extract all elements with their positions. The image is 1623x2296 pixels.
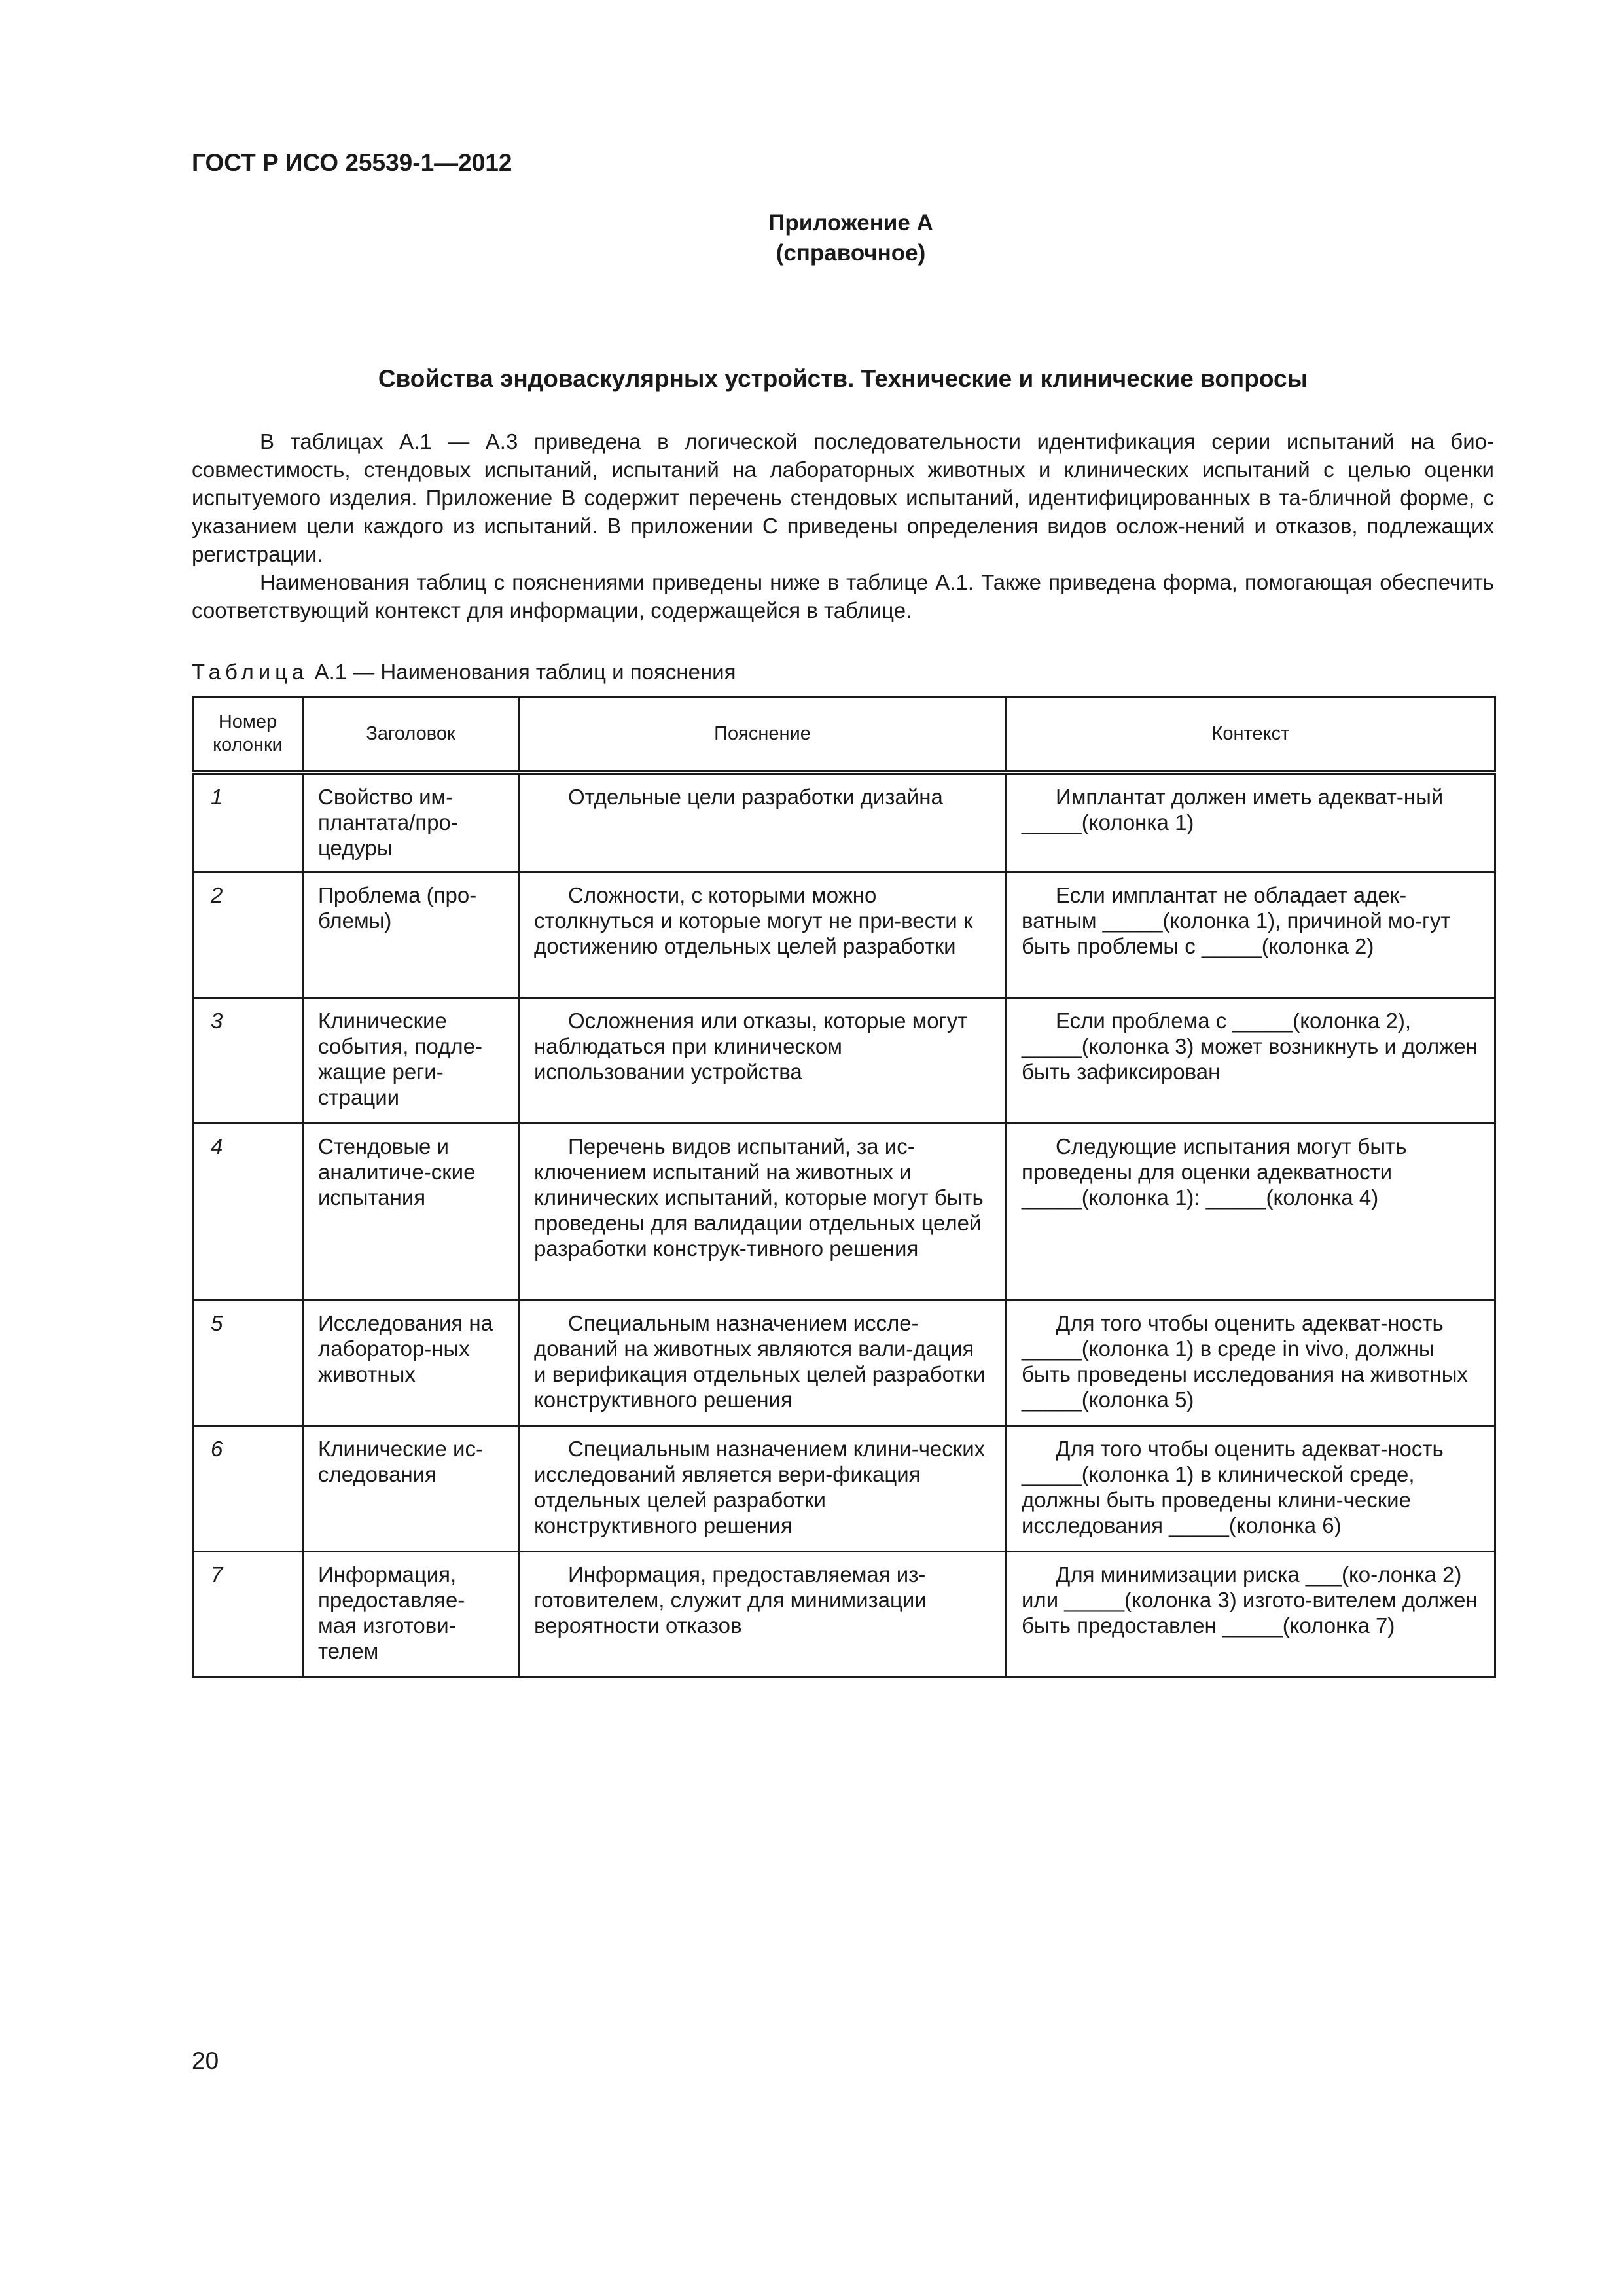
- row-title: Проблема (про-блемы): [318, 883, 477, 933]
- section-title: Свойства эндоваскулярных устройств. Технические и клинические вопросы: [378, 365, 1308, 392]
- row-title: Клинические ис-следования: [318, 1437, 483, 1486]
- header-cell-title: Заголовок: [303, 697, 519, 773]
- table-header-row: [193, 697, 1495, 773]
- header-cell-number: Номер колонки: [193, 697, 303, 773]
- row-number: 1: [211, 785, 223, 809]
- row-explanation: Сложности, с которыми можно столкнуться и которые могут не при-вести к достижению отдельных целей разработки: [534, 883, 973, 958]
- table-row: [193, 1300, 1495, 1426]
- row-number: 3: [211, 1009, 223, 1033]
- row-context: Следующие испытания могут быть проведены для оценки адекватности _____(колонка 1): _____(колонка 4): [1022, 1134, 1407, 1210]
- row-explanation: Специальным назначением иссле-дований на животных являются вали-дация и верификация отдельных целей разработки конструктивного решения: [534, 1311, 986, 1412]
- row-title: Стендовые и аналитиче-ские испытания: [318, 1134, 476, 1210]
- table-row: [193, 1124, 1495, 1300]
- row-title: Исследования на лаборатор-ных животных: [318, 1311, 493, 1386]
- table-row: [193, 872, 1495, 998]
- row-context: Если имплантат не обладает адек-ватным _____(колонка 1), причиной мо-гут быть проблемы с _____(колонка 2): [1022, 883, 1451, 958]
- paragraph: В таблицах А.1 — А.3 приведена в логической последовательности идентификация серии испытаний на био-совместимость, стендовых испытаний, испытаний на лабораторных животных и клинических испытаний с целью оценки испытуемого изделия. Приложение В содержит перечень стендовых испытаний, идентифицированных в та-бличной форме, с указанием цели каждого из испытаний. В приложении С приведены определения видов ослож-нений и отказов, подлежащих регистрации.: [192, 429, 1494, 566]
- table-row: [193, 1426, 1495, 1552]
- document-code: ГОСТ Р ИСО 25539-1—2012: [192, 149, 512, 176]
- row-context: Для минимизации риска ___(ко-лонка 2) или _____(колонка 3) изгото-вителем должен быть предоставлен _____(колонка 7): [1022, 1562, 1478, 1638]
- table-row: [193, 1552, 1495, 1677]
- table-caption-label: Таблица: [192, 660, 309, 684]
- header-cell-explanation: Пояснение: [519, 697, 1007, 773]
- paragraph: Наименования таблиц с пояснениями приведены ниже в таблице А.1. Также приведена форма, помогающая обеспечить соответствующий контекст для информации, содержащейся в таблице.: [192, 570, 1494, 622]
- row-context: Если проблема с _____(колонка 2), _____(колонка 3) может возникнуть и должен быть зафиксирован: [1022, 1009, 1478, 1084]
- header-cell-context: Контекст: [1007, 697, 1495, 773]
- row-title: Клинические события, подле-жащие реги-страции: [318, 1009, 482, 1109]
- row-context: Для того чтобы оценить адекват-ность _____(колонка 1) в клинической среде, должны быть проведены клини-ческие исследования _____(колонка 6): [1022, 1437, 1444, 1537]
- row-title: Свойство им-плантата/про-цедуры: [318, 785, 458, 860]
- table-a1: [192, 696, 1496, 1678]
- row-number: 4: [211, 1134, 223, 1158]
- row-explanation: Перечень видов испытаний, за ис-ключением испытаний на животных и клинических испытаний, которые могут быть проведены для валидации отдельных целей разработки конструк-тивного решения: [534, 1134, 984, 1261]
- table-row: [193, 772, 1495, 872]
- row-number: 5: [211, 1311, 223, 1335]
- row-explanation: Информация, предоставляемая из-готовителем, служит для минимизации вероятности отказов: [534, 1562, 927, 1638]
- appendix-type: (справочное): [776, 240, 926, 266]
- row-number: 2: [211, 883, 223, 907]
- row-explanation: Осложнения или отказы, которые могут наблюдаться при клиническом использовании устройства: [534, 1009, 968, 1084]
- appendix-label: Приложение А: [768, 210, 933, 236]
- row-number: 6: [211, 1437, 223, 1461]
- row-context: Для того чтобы оценить адекват-ность _____(колонка 1) в среде in vivo, должны быть проведены исследования на животных _____(колонка 5): [1022, 1311, 1468, 1412]
- appendix-heading: [681, 208, 1021, 268]
- row-context: Имплантат должен иметь адекват-ный _____(колонка 1): [1022, 785, 1444, 834]
- row-title: Информация, предоставляе-мая изготови-телем: [318, 1562, 465, 1663]
- table-caption-text: А.1 — Наименования таблиц и пояснения: [314, 660, 736, 684]
- table-row: [193, 998, 1495, 1124]
- table-caption: [192, 660, 736, 685]
- row-number: 7: [211, 1562, 223, 1587]
- row-explanation: Специальным назначением клини-ческих исследований является вери-фикация отдельных целей разработки конструктивного решения: [534, 1437, 986, 1537]
- row-explanation: Отдельные цели разработки дизайна: [568, 785, 943, 809]
- intro-text: [192, 427, 1494, 624]
- page-number: 20: [192, 2047, 219, 2074]
